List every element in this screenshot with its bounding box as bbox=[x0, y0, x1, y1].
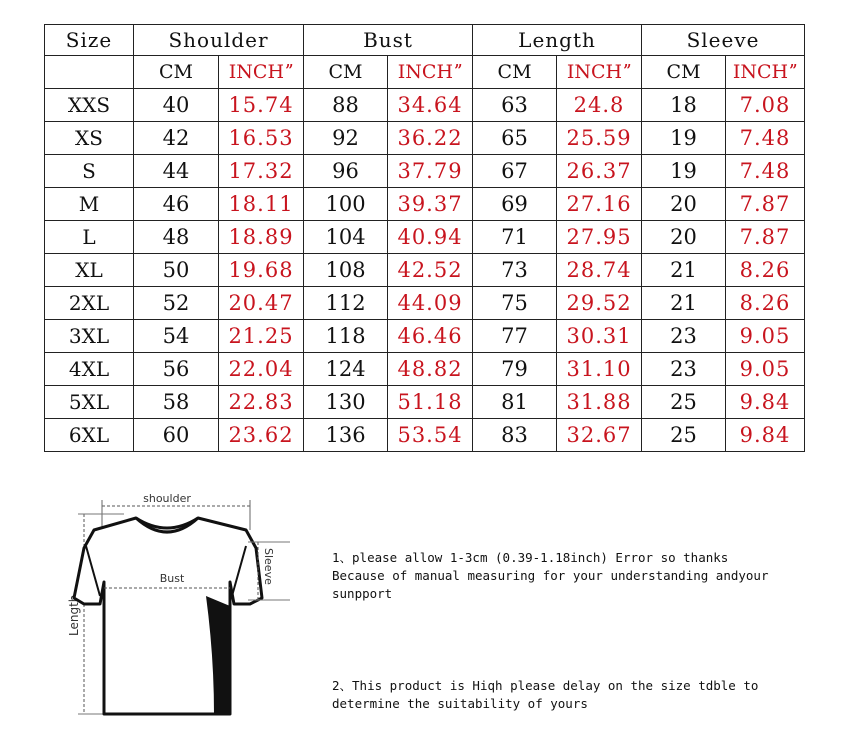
bust-in-cell: 51.18 bbox=[388, 386, 473, 419]
sleeve-cm-cell: 20 bbox=[642, 188, 726, 221]
sleeve-in-cell: 8.26 bbox=[726, 287, 805, 320]
unit-inch: INCHˮ bbox=[388, 56, 473, 89]
length-in-cell: 27.16 bbox=[557, 188, 642, 221]
shoulder-in-cell: 21.25 bbox=[219, 320, 304, 353]
shoulder-cm-cell: 54 bbox=[134, 320, 219, 353]
unit-inch: INCHˮ bbox=[726, 56, 805, 89]
unit-inch: INCHˮ bbox=[557, 56, 642, 89]
table-row bbox=[45, 221, 805, 254]
sleeve-cm-cell: 25 bbox=[642, 386, 726, 419]
length-in-cell: 31.10 bbox=[557, 353, 642, 386]
sleeve-in-cell: 9.05 bbox=[726, 353, 805, 386]
bust-in-cell: 46.46 bbox=[388, 320, 473, 353]
note-error-allowance: 1、please allow 1-3cm (0.39-1.18inch) Error so thanks Because of manual measuring for your understanding andyour sunpport bbox=[332, 550, 769, 601]
length-in-cell: 29.52 bbox=[557, 287, 642, 320]
table-row bbox=[45, 287, 805, 320]
table-row bbox=[45, 122, 805, 155]
header-shoulder: Shoulder bbox=[134, 25, 304, 56]
length-in-cell: 24.8 bbox=[557, 89, 642, 122]
unit-row bbox=[45, 56, 805, 89]
header-length: Length bbox=[473, 25, 642, 56]
shoulder-cm-cell: 40 bbox=[134, 89, 219, 122]
shoulder-cm-cell: 46 bbox=[134, 188, 219, 221]
shoulder-in-cell: 22.04 bbox=[219, 353, 304, 386]
shoulder-in-cell: 22.83 bbox=[219, 386, 304, 419]
table-row bbox=[45, 320, 805, 353]
shoulder-cm-cell: 48 bbox=[134, 221, 219, 254]
bust-cm-cell: 92 bbox=[304, 122, 388, 155]
sleeve-in-cell: 8.26 bbox=[726, 254, 805, 287]
size-cell: XXS bbox=[45, 89, 134, 122]
length-in-cell: 32.67 bbox=[557, 419, 642, 452]
bust-in-cell: 37.79 bbox=[388, 155, 473, 188]
bust-cm-cell: 136 bbox=[304, 419, 388, 452]
bust-in-cell: 53.54 bbox=[388, 419, 473, 452]
shoulder-in-cell: 18.89 bbox=[219, 221, 304, 254]
sleeve-in-cell: 7.48 bbox=[726, 155, 805, 188]
shoulder-in-cell: 19.68 bbox=[219, 254, 304, 287]
shoulder-cm-cell: 58 bbox=[134, 386, 219, 419]
bust-in-cell: 36.22 bbox=[388, 122, 473, 155]
length-label: Length bbox=[67, 594, 81, 636]
header-row bbox=[45, 25, 805, 56]
shoulder-cm-cell: 52 bbox=[134, 287, 219, 320]
sleeve-cm-cell: 18 bbox=[642, 89, 726, 122]
bust-in-cell: 48.82 bbox=[388, 353, 473, 386]
size-cell: 5XL bbox=[45, 386, 134, 419]
unit-inch: INCHˮ bbox=[219, 56, 304, 89]
shoulder-cm-cell: 44 bbox=[134, 155, 219, 188]
unit-cm: CM bbox=[473, 56, 557, 89]
bust-cm-cell: 100 bbox=[304, 188, 388, 221]
length-in-cell: 27.95 bbox=[557, 221, 642, 254]
sleeve-cm-cell: 19 bbox=[642, 122, 726, 155]
unit-cm: CM bbox=[642, 56, 726, 89]
table-row bbox=[45, 386, 805, 419]
shoulder-cm-cell: 56 bbox=[134, 353, 219, 386]
size-cell: 2XL bbox=[45, 287, 134, 320]
table-row bbox=[45, 155, 805, 188]
sleeve-in-cell: 9.84 bbox=[726, 386, 805, 419]
header-bust: Bust bbox=[304, 25, 473, 56]
shoulder-in-cell: 15.74 bbox=[219, 89, 304, 122]
bust-cm-cell: 104 bbox=[304, 221, 388, 254]
unit-cm: CM bbox=[134, 56, 219, 89]
length-cm-cell: 75 bbox=[473, 287, 557, 320]
bust-cm-cell: 130 bbox=[304, 386, 388, 419]
sleeve-in-cell: 7.87 bbox=[726, 188, 805, 221]
shoulder-in-cell: 23.62 bbox=[219, 419, 304, 452]
bust-in-cell: 42.52 bbox=[388, 254, 473, 287]
length-cm-cell: 79 bbox=[473, 353, 557, 386]
shoulder-cm-cell: 50 bbox=[134, 254, 219, 287]
size-cell: XS bbox=[45, 122, 134, 155]
sleeve-cm-cell: 21 bbox=[642, 254, 726, 287]
table-row bbox=[45, 188, 805, 221]
bust-in-cell: 34.64 bbox=[388, 89, 473, 122]
shoulder-cm-cell: 60 bbox=[134, 419, 219, 452]
length-in-cell: 31.88 bbox=[557, 386, 642, 419]
size-cell: 3XL bbox=[45, 320, 134, 353]
sleeve-in-cell: 7.48 bbox=[726, 122, 805, 155]
shoulder-in-cell: 18.11 bbox=[219, 188, 304, 221]
shoulder-label: shoulder bbox=[143, 492, 191, 505]
sleeve-cm-cell: 23 bbox=[642, 320, 726, 353]
sleeve-in-cell: 9.84 bbox=[726, 419, 805, 452]
shoulder-cm-cell: 42 bbox=[134, 122, 219, 155]
length-cm-cell: 83 bbox=[473, 419, 557, 452]
bust-cm-cell: 118 bbox=[304, 320, 388, 353]
length-cm-cell: 65 bbox=[473, 122, 557, 155]
length-cm-cell: 69 bbox=[473, 188, 557, 221]
size-cell: 6XL bbox=[45, 419, 134, 452]
bust-cm-cell: 124 bbox=[304, 353, 388, 386]
shoulder-in-cell: 16.53 bbox=[219, 122, 304, 155]
bust-in-cell: 40.94 bbox=[388, 221, 473, 254]
bust-cm-cell: 108 bbox=[304, 254, 388, 287]
size-cell: XL bbox=[45, 254, 134, 287]
tshirt-measurement-diagram bbox=[64, 486, 294, 726]
sleeve-cm-cell: 25 bbox=[642, 419, 726, 452]
header-sleeve: Sleeve bbox=[642, 25, 805, 56]
bust-cm-cell: 88 bbox=[304, 89, 388, 122]
bust-in-cell: 44.09 bbox=[388, 287, 473, 320]
table-row bbox=[45, 419, 805, 452]
sleeve-cm-cell: 20 bbox=[642, 221, 726, 254]
bust-label: Bust bbox=[159, 572, 185, 585]
note-size-check: 2、This product is Hiqh please delay on the size tdble to determine the suitability of yours bbox=[332, 678, 759, 711]
length-cm-cell: 71 bbox=[473, 221, 557, 254]
size-cell: M bbox=[45, 188, 134, 221]
size-chart-table bbox=[44, 24, 805, 452]
sleeve-in-cell: 7.08 bbox=[726, 89, 805, 122]
sleeve-in-cell: 7.87 bbox=[726, 221, 805, 254]
unit-blank bbox=[45, 56, 134, 89]
length-cm-cell: 73 bbox=[473, 254, 557, 287]
length-in-cell: 25.59 bbox=[557, 122, 642, 155]
sleeve-cm-cell: 21 bbox=[642, 287, 726, 320]
sleeve-in-cell: 9.05 bbox=[726, 320, 805, 353]
shoulder-in-cell: 20.47 bbox=[219, 287, 304, 320]
unit-cm: CM bbox=[304, 56, 388, 89]
bust-cm-cell: 112 bbox=[304, 287, 388, 320]
tshirt-outline bbox=[74, 518, 262, 714]
length-in-cell: 30.31 bbox=[557, 320, 642, 353]
bust-cm-cell: 96 bbox=[304, 155, 388, 188]
size-cell: 4XL bbox=[45, 353, 134, 386]
sleeve-cm-cell: 19 bbox=[642, 155, 726, 188]
size-cell: S bbox=[45, 155, 134, 188]
table-row bbox=[45, 89, 805, 122]
sleeve-label: Sleeve bbox=[262, 548, 275, 585]
bust-in-cell: 39.37 bbox=[388, 188, 473, 221]
length-cm-cell: 67 bbox=[473, 155, 557, 188]
header-size: Size bbox=[45, 25, 134, 56]
table-row bbox=[45, 353, 805, 386]
length-cm-cell: 63 bbox=[473, 89, 557, 122]
sleeve-cm-cell: 23 bbox=[642, 353, 726, 386]
table-row bbox=[45, 254, 805, 287]
length-cm-cell: 77 bbox=[473, 320, 557, 353]
shoulder-in-cell: 17.32 bbox=[219, 155, 304, 188]
length-cm-cell: 81 bbox=[473, 386, 557, 419]
length-in-cell: 28.74 bbox=[557, 254, 642, 287]
length-in-cell: 26.37 bbox=[557, 155, 642, 188]
size-cell: L bbox=[45, 221, 134, 254]
